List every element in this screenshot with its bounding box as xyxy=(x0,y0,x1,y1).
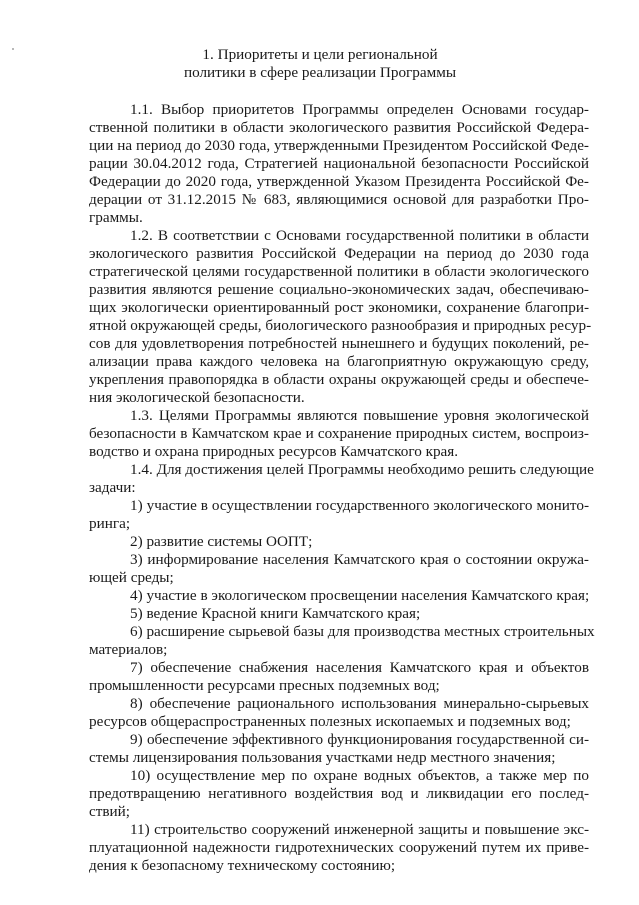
list-item-line: ющей среды; xyxy=(89,569,174,586)
list-item-line: 9) обеспечение эффективного функционирования государственной си- xyxy=(130,731,589,748)
paragraph-line: ции на период до 2030 года, утвержденными Президентом Российской Феде- xyxy=(89,137,589,154)
paragraph-line: 1.4. Для достижения целей Программы необходимо решить следующие xyxy=(130,461,594,478)
paragraph-line: ственной политики в области экологического развития Российской Федера- xyxy=(89,119,589,136)
paragraph-line: 1.2. В соответствии с Основами государственной политики в области xyxy=(130,227,589,244)
list-item-line: 11) строительство сооружений инженерной защиты и повышение экс- xyxy=(130,821,589,838)
paragraph-line: развития являются решение социально-экономических задач, обеспечиваю- xyxy=(89,281,589,298)
paragraph-line: 1.1. Выбор приоритетов Программы определен Основами государ- xyxy=(130,101,589,118)
section-heading xyxy=(60,46,580,82)
list-item-line: промышленности ресурсами пресных подземных вод; xyxy=(89,677,440,694)
list-item-line: ствий; xyxy=(89,803,131,820)
list-item-line: плуатационной надежности гидротехнических сооружений путем их приве- xyxy=(89,839,589,856)
paragraph-line: стратегической целями государственной политики в области экологического xyxy=(89,263,589,280)
paragraph-line: рации 30.04.2012 года, Стратегией национальной безопасности Российской xyxy=(89,155,589,172)
list-item-line: 8) обеспечение рационального использования минерально-сырьевых xyxy=(130,695,589,712)
paragraph-line: экологического развития Российской Федерации на период до 2030 года xyxy=(89,245,589,262)
paragraph-line: ализации права каждого человека на благоприятную окружающую среду, xyxy=(89,353,589,370)
list-item-line: 1) участие в осуществлении государственного экологического монито- xyxy=(130,497,589,514)
paragraph-line: щих экологически ориентированный рост экономики, сохранение благопри- xyxy=(89,299,589,316)
list-item-line: дения к безопасному техническому состоянию; xyxy=(89,857,396,874)
scan-artifact xyxy=(12,48,14,50)
list-item-line: материалов; xyxy=(89,641,168,658)
paragraph-line: 1.3. Целями Программы являются повышение уровня экологической xyxy=(130,407,589,424)
list-item-line: 4) участие в экологическом просвещении населения Камчатского края; xyxy=(130,587,590,604)
list-item-line: предотвращению негативного воздействия вод и ликвидации его послед- xyxy=(89,785,589,802)
heading-line: 1. Приоритеты и цели региональной xyxy=(202,46,438,63)
list-item-line: 2) развитие системы ООПТ; xyxy=(130,533,313,550)
paragraph-line: сов для удовлетворения потребностей нынешнего и будущих поколений, ре- xyxy=(89,335,589,352)
paragraph-line: безопасности в Камчатском крае и сохранение природных систем, воспроиз- xyxy=(89,425,589,442)
paragraph-line: водство и охрана природных ресурсов Камчатского края. xyxy=(89,443,459,460)
list-item-line: 3) информирование населения Камчатского края о состоянии окружа- xyxy=(130,551,589,568)
paragraph-line: Федерации до 2020 года, утвержденной Указом Президента Российской Фе- xyxy=(89,173,589,190)
list-item-line: ресурсов общераспространенных полезных ископаемых и подземных вод; xyxy=(89,713,571,730)
paragraph-line: укрепления правопорядка в области охраны окружающей среды и обеспече- xyxy=(89,371,589,388)
heading-line: политики в сфере реализации Программы xyxy=(183,64,457,81)
paragraph-line: ния экологической безопасности. xyxy=(89,389,305,406)
list-item-line: 5) ведение Красной книги Камчатского края; xyxy=(130,605,421,622)
list-item-line: 6) расширение сырьевой базы для производства местных строительных xyxy=(130,623,595,640)
paragraph-line: задачи: xyxy=(89,479,136,496)
list-item-line: стемы лицензирования пользования участками недр местного значения; xyxy=(89,749,556,766)
list-item-line: 7) обеспечение снабжения населения Камчатского края и объектов xyxy=(130,659,589,676)
paragraph-line: дерации от 31.12.2015 № 683, являющимися основой для разработки Про- xyxy=(89,191,589,208)
list-item-line: ринга; xyxy=(89,515,131,532)
paragraph-line: граммы. xyxy=(89,209,143,226)
paragraph-line: ятной окружающей среды, биологического разнообразия и природных ресур- xyxy=(89,317,592,334)
list-item-line: 10) осуществление мер по охране водных объектов, а также мер по xyxy=(130,767,589,784)
